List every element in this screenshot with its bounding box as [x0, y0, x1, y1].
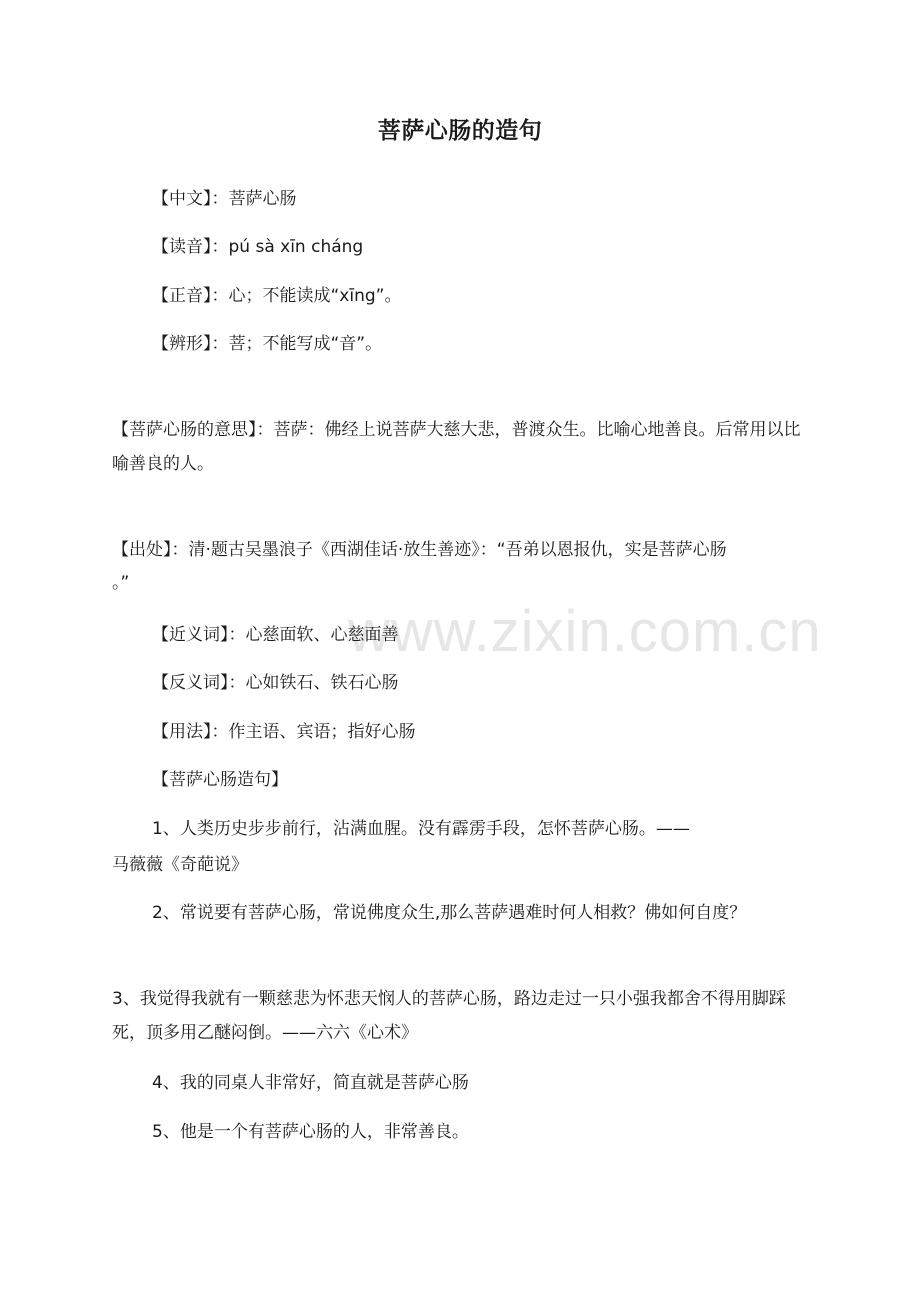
page-title: 菩萨心肠的造句 [377, 118, 543, 144]
watermark: www.zixin.com.cn [348, 599, 822, 664]
info-chinese: 【中文】：菩萨心肠 [152, 189, 297, 209]
antonyms: 【反义词】：心如铁石、铁石心肠 [152, 673, 399, 693]
info-pronunciation: 【读音】：pú sà xīn cháng [152, 237, 364, 257]
synonyms: 【近义词】：心慈面软、心慈面善 [152, 625, 399, 645]
info-correct-pronunciation: 【正音】：心；不能读成“xīng”。 [152, 286, 402, 306]
sentences-heading: 【菩萨心肠造句】 [152, 770, 288, 790]
sentence-1-line-2: 马薇薇《奇葩说》 [112, 855, 248, 875]
sentence-3: 3、我觉得我就有一颗慈悲为怀悲天悯人的菩萨心肠，路边走过一只小强我都舍不得用脚踩死，顶多用乙醚闷倒。——六六《心术》 [112, 989, 786, 1043]
source-line-1: 【出处】：清·题古吴墨浪子《西湖佳话·放生善迹》：“吾弟以恩报仇，实是菩萨心肠 [112, 540, 727, 560]
info-character-form: 【辨形】：菩；不能写成“音”。 [152, 334, 383, 354]
sentence-1-line-1: 1、人类历史步步前行，沾满血腥。没有霹雳手段，怎怀菩萨心肠。—— [152, 819, 690, 839]
sentence-2: 2、常说要有菩萨心肠，常说佛度众生,那么菩萨遇难时何人相救？佛如何自度？ [152, 903, 747, 923]
usage: 【用法】：作主语、宾语；指好心肠 [152, 722, 416, 742]
sentence-4: 4、我的同桌人非常好，简直就是菩萨心肠 [152, 1073, 469, 1093]
sentence-5: 5、他是一个有菩萨心肠的人，非常善良。 [152, 1122, 469, 1142]
source-line-2: 。” [112, 573, 130, 593]
meaning-paragraph: 【菩萨心肠的意思】：菩萨：佛经上说菩萨大慈大悲，普渡众生。比喻心地善良。后常用以比喻善良的人。 [112, 420, 801, 474]
